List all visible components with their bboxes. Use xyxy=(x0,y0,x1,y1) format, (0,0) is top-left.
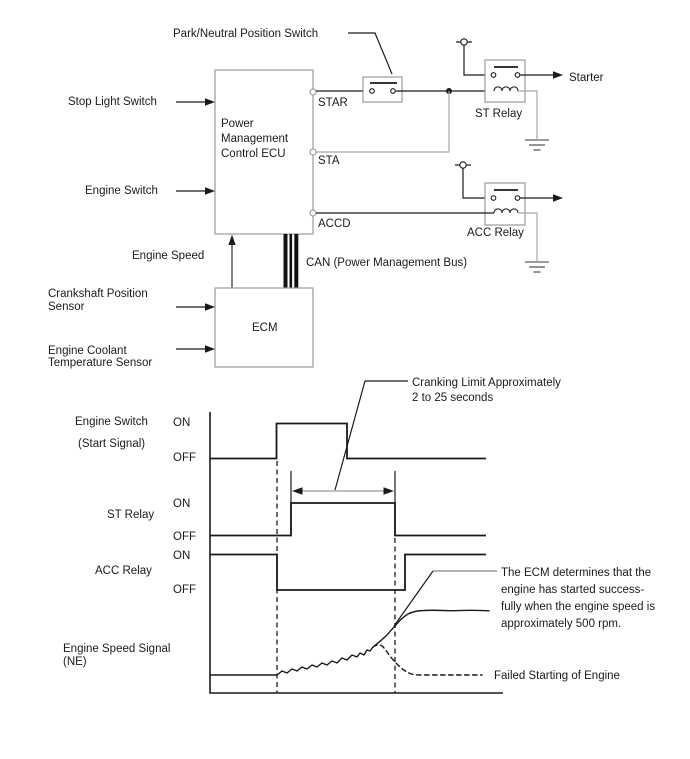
cranking-note-line2: 2 to 25 seconds xyxy=(412,392,494,404)
ecu-label-line1: Power xyxy=(221,118,254,130)
ecu-label-line2: Management xyxy=(221,133,289,145)
engine-speed-label: Engine Speed xyxy=(132,250,205,262)
st-ground-icon xyxy=(525,140,549,150)
ecm-note-line1: The ECM determines that the xyxy=(501,567,652,579)
chart-engine-switch-label: Engine Switch xyxy=(75,416,148,428)
engine-switch-arrow-icon xyxy=(205,187,215,195)
acc-output-arrow-icon xyxy=(553,194,563,202)
park-neutral-switch-box xyxy=(363,77,402,102)
crankshaft-sensor-label-line2: Sensor xyxy=(48,301,85,313)
stop-light-switch-label: Stop Light Switch xyxy=(68,96,157,108)
engine-speed-failed-curve xyxy=(373,645,482,675)
sta-port-label: STA xyxy=(318,155,340,167)
can-bus-icon xyxy=(284,234,299,288)
engine-speed-success-curve xyxy=(210,610,489,675)
acc-relay-off-label: OFF xyxy=(173,584,196,596)
engine-switch-label: Engine Switch xyxy=(85,185,158,197)
engine-switch-on-label: ON xyxy=(173,417,191,429)
circuit-diagram xyxy=(48,28,604,369)
crankshaft-sensor-label-line1: Crankshaft Position xyxy=(48,288,148,300)
ecm-note-line2: engine has started success- xyxy=(501,584,645,596)
chart-start-signal-label: (Start Signal) xyxy=(78,438,146,450)
ecu-label-line3: Control ECU xyxy=(221,148,286,160)
ecm-note-line4: approximately 500 rpm. xyxy=(501,618,622,630)
st-relay-label: ST Relay xyxy=(475,108,523,120)
acc-relay-on-label: ON xyxy=(173,550,191,562)
chart-engine-speed-label-line1: Engine Speed Signal xyxy=(63,643,171,655)
acc-relay-contact-right-icon xyxy=(515,196,520,201)
coolant-sensor-label-line2: Temperature Sensor xyxy=(48,357,153,369)
engine-speed-arrow-icon xyxy=(228,235,235,246)
st-power-source-icon xyxy=(461,39,467,45)
st-relay-waveform xyxy=(210,503,486,536)
ecm-label: ECM xyxy=(252,322,278,334)
st-relay-contact-right-icon xyxy=(515,73,520,78)
cranking-span-right-arrow-icon xyxy=(384,487,395,495)
acc-relay-label: ACC Relay xyxy=(467,227,524,239)
park-neutral-leader-line xyxy=(348,33,392,74)
coolant-sensor-label-line1: Engine Coolant xyxy=(48,345,127,357)
st-relay-on-label: ON xyxy=(173,498,191,510)
accd-port-label: ACCD xyxy=(318,218,351,230)
failed-starting-label: Failed Starting of Engine xyxy=(494,670,620,682)
acc-relay-contact-left-icon xyxy=(491,196,496,201)
cranking-note-leader-line xyxy=(335,381,408,490)
st-relay-off-label: OFF xyxy=(173,531,196,543)
starter-label: Starter xyxy=(569,72,604,84)
timing-chart xyxy=(63,377,655,693)
chart-axis xyxy=(210,412,503,693)
coolant-sensor-arrow-icon xyxy=(205,345,215,353)
sta-port-icon xyxy=(310,149,316,155)
ecm-note-line3: fully when the engine speed is xyxy=(501,601,656,613)
engine-switch-off-label: OFF xyxy=(173,452,196,464)
cranking-span-left-arrow-icon xyxy=(292,487,303,495)
chart-st-relay-label: ST Relay xyxy=(107,509,155,521)
acc-power-source-icon xyxy=(460,162,466,168)
acc-ground-icon xyxy=(525,262,549,272)
accd-port-icon xyxy=(310,210,316,216)
star-port-label: STAR xyxy=(318,97,348,109)
park-neutral-switch-label: Park/Neutral Position Switch xyxy=(173,28,319,40)
chart-acc-relay-label: ACC Relay xyxy=(95,565,152,577)
st-relay-contact-left-icon xyxy=(491,73,496,78)
stop-light-arrow-icon xyxy=(205,98,215,106)
ecm-note-leader-diagonal xyxy=(394,571,433,626)
acc-relay-waveform xyxy=(210,555,486,591)
crankshaft-sensor-arrow-icon xyxy=(205,303,215,311)
starter-arrow-icon xyxy=(553,71,563,79)
chart-engine-speed-label-line2: (NE) xyxy=(63,656,87,668)
star-port-icon xyxy=(310,89,316,95)
park-neutral-contact-left-icon xyxy=(370,89,375,94)
park-neutral-contact-right-icon xyxy=(391,89,396,94)
can-bus-label: CAN (Power Management Bus) xyxy=(306,257,468,269)
cranking-note-line1: Cranking Limit Approximately xyxy=(412,377,561,389)
